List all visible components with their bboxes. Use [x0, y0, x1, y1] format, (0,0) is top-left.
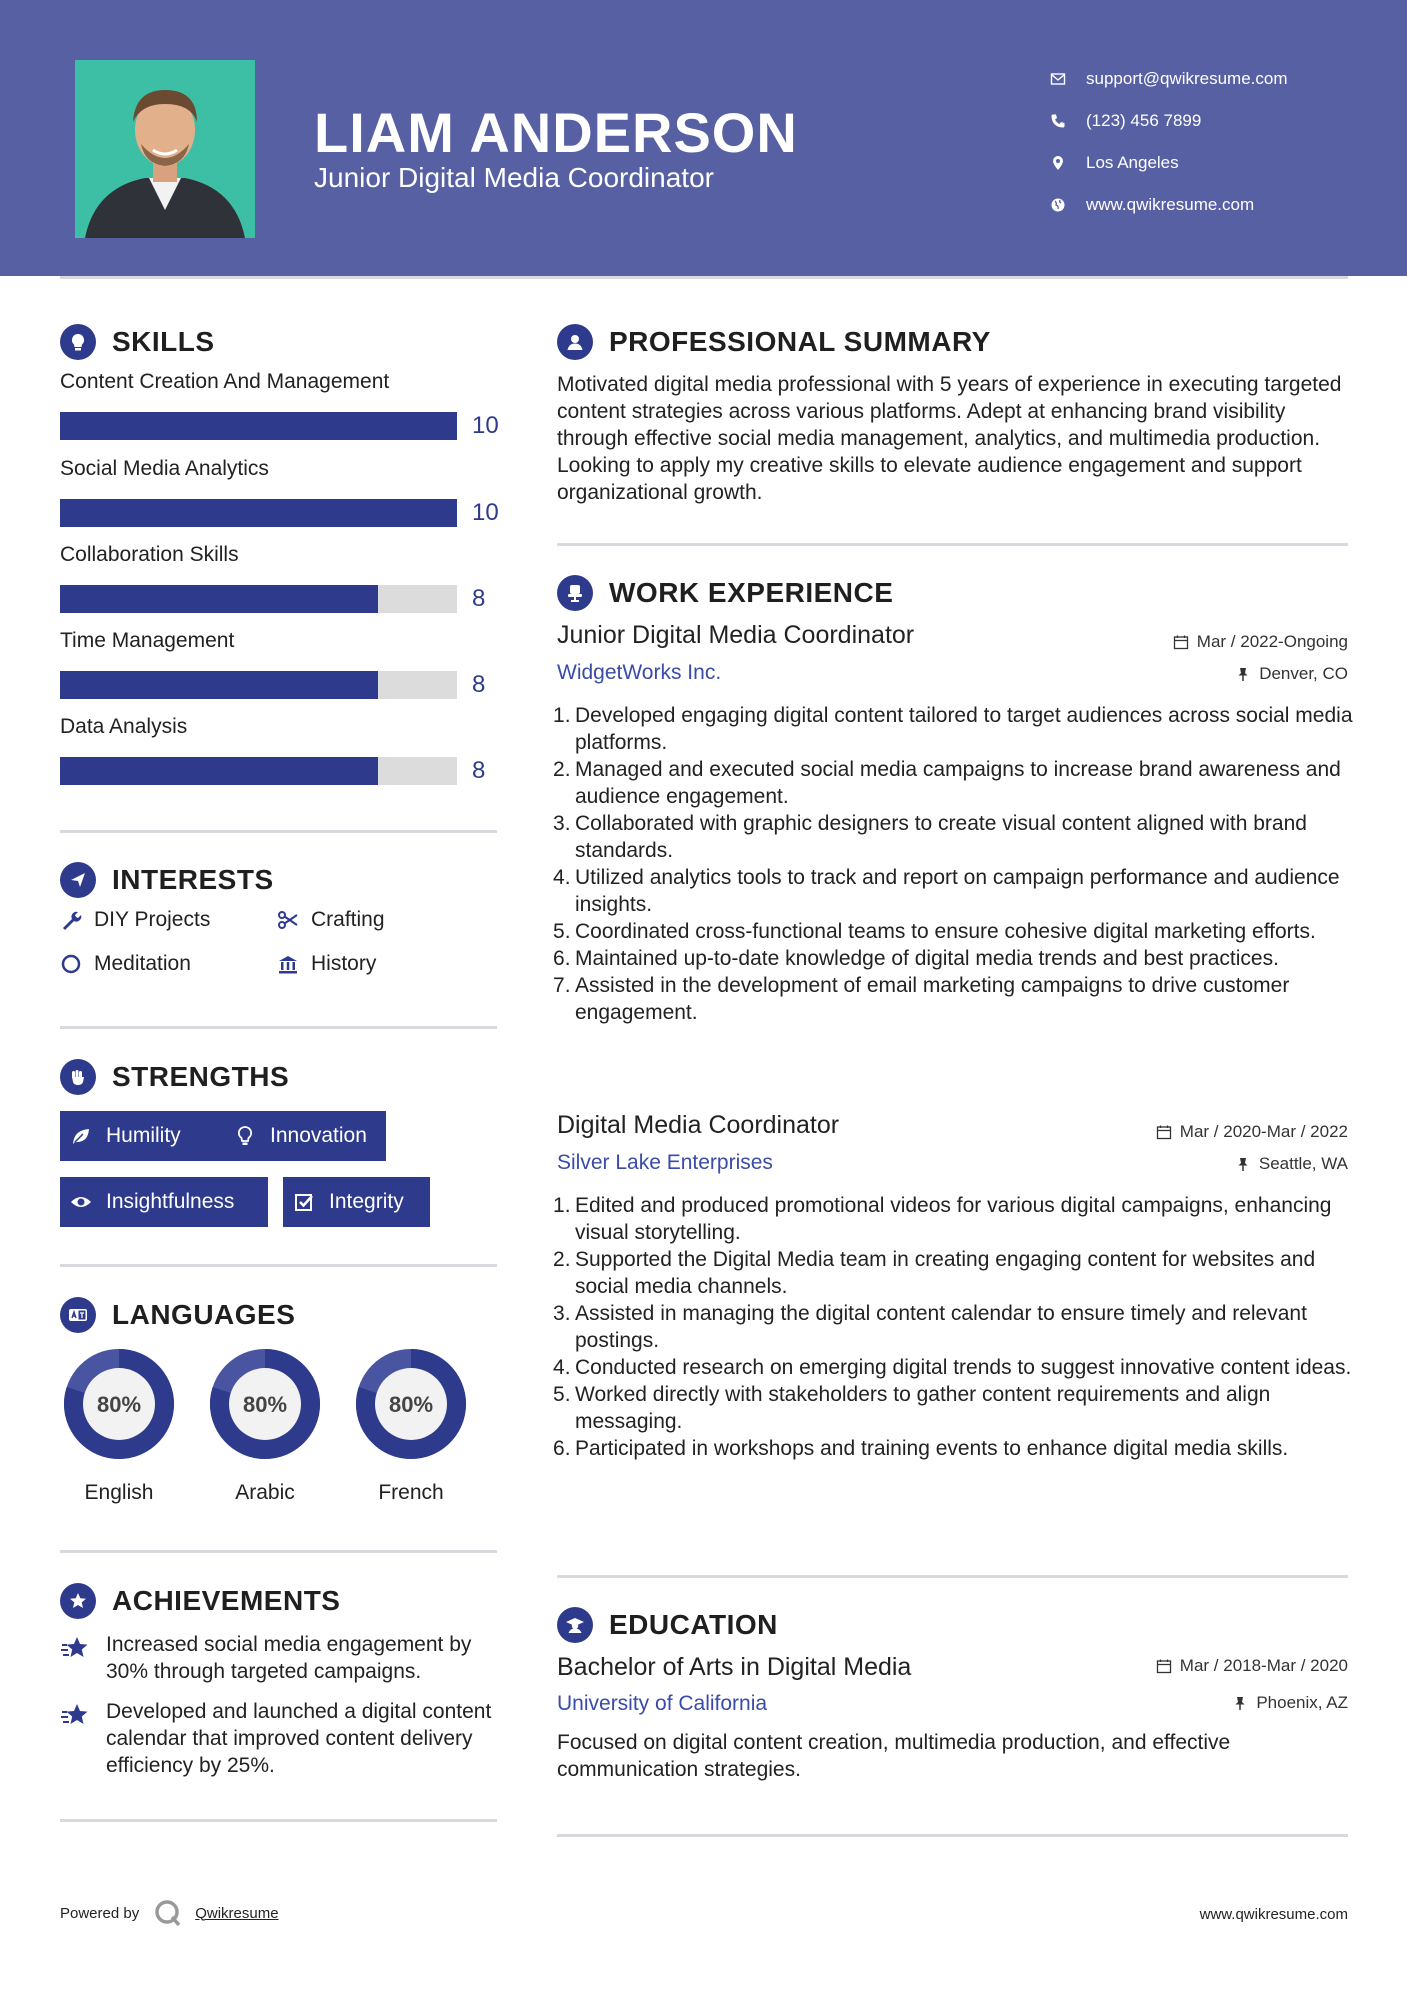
company-name: Silver Lake Enterprises	[557, 1151, 773, 1174]
list-item: Participated in workshops and training events to enhance digital media skills.	[575, 1437, 1289, 1460]
job-dates	[1173, 632, 1348, 652]
job-responsibilities	[575, 702, 1355, 1026]
language-percent: 80%	[388, 1392, 434, 1417]
candidate-role: Junior Digital Media Coordinator	[314, 162, 714, 193]
interest-label: DIY Projects	[94, 908, 211, 931]
language-percent: 80%	[242, 1392, 288, 1417]
strength-label: Insightfulness	[106, 1190, 235, 1213]
school-name: University of California	[557, 1692, 768, 1715]
language-item	[58, 1343, 180, 1505]
list-item: Edited and produced promotional videos for various digital campaigns, enhancing visual storytelling.	[575, 1194, 1332, 1244]
list-item: Assisted in managing the digital content calendar to ensure timely and relevant postings.	[575, 1302, 1307, 1352]
achievements-heading	[60, 1583, 340, 1619]
experience-title: WORK EXPERIENCE	[609, 577, 894, 608]
skill-bar	[60, 757, 457, 785]
degree-title: Bachelor of Arts in Digital Media	[557, 1653, 912, 1681]
summary-heading	[557, 324, 991, 360]
pushpin-icon	[1235, 666, 1251, 682]
lightbulb-icon	[234, 1125, 256, 1147]
strengths-title: STRENGTHS	[112, 1061, 290, 1092]
skills-heading	[60, 324, 215, 360]
strength-tag	[60, 1111, 243, 1161]
header-divider	[60, 276, 1348, 279]
contact-location-text: Los Angeles	[1086, 153, 1179, 172]
experience-heading	[557, 575, 893, 611]
language-gauge	[350, 1343, 472, 1465]
languages-heading	[60, 1297, 295, 1333]
skill-bar	[60, 412, 457, 440]
star-icon	[60, 1700, 90, 1730]
language-item	[204, 1343, 326, 1505]
office-chair-icon	[557, 575, 593, 611]
list-item: Coordinated cross-functional teams to ensure cohesive digital marketing efforts.	[575, 920, 1316, 943]
skill-item	[60, 629, 500, 698]
calendar-icon	[1156, 1124, 1172, 1140]
list-item: Collaborated with graphic designers to create visual content aligned with brand standards.	[575, 812, 1307, 862]
footer-powered	[60, 1898, 279, 1928]
section-divider	[557, 1834, 1348, 1837]
skill-bar	[60, 585, 457, 613]
list-item: Worked directly with stakeholders to gather content requirements and align messaging.	[575, 1383, 1271, 1433]
list-item: Maintained up-to-date knowledge of digital media trends and best practices.	[575, 947, 1279, 970]
section-divider	[557, 1575, 1348, 1578]
education-heading	[557, 1607, 778, 1643]
language-name: English	[84, 1481, 154, 1504]
achievement-text: Developed and launched a digital content calendar that improved content delivery efficiency by 25%.	[106, 1700, 492, 1777]
section-divider	[60, 1550, 497, 1553]
skill-bar	[60, 499, 457, 527]
skill-value: 8	[472, 671, 486, 698]
calendar-icon	[1173, 634, 1189, 650]
pushpin-icon	[1235, 1156, 1251, 1172]
footer-website[interactable]: www.qwikresume.com	[1199, 1906, 1348, 1923]
job-dates-text: Mar / 2022-Ongoing	[1196, 632, 1348, 651]
skill-name: Time Management	[60, 629, 235, 652]
education-title: EDUCATION	[609, 1609, 778, 1640]
list-item: Assisted in the development of email marketing campaigns to drive customer engagement.	[575, 974, 1290, 1024]
contact-list	[1050, 58, 1288, 226]
powered-by-text: Powered by	[60, 1904, 140, 1922]
envelope-icon	[1050, 71, 1086, 87]
education-location-text: Phoenix, AZ	[1256, 1693, 1348, 1712]
skill-value: 8	[472, 757, 486, 784]
education-text: Focused on digital content creation, multimedia production, and effective communication strategies.	[557, 1731, 1231, 1781]
skill-name: Data Analysis	[60, 715, 188, 738]
contact-email-text: support@qwikresume.com	[1086, 69, 1288, 88]
skill-bar-fill	[60, 585, 378, 613]
phone-icon	[1050, 113, 1086, 129]
strength-tag	[60, 1177, 268, 1227]
skill-item	[60, 715, 500, 784]
job-location	[1235, 1154, 1348, 1174]
strength-label: Integrity	[329, 1190, 404, 1213]
strength-label: Humility	[106, 1124, 181, 1147]
strength-label: Innovation	[270, 1124, 367, 1147]
eye-icon	[70, 1191, 92, 1213]
job-location-text: Seattle, WA	[1258, 1154, 1348, 1173]
calendar-icon	[1156, 1658, 1172, 1674]
language-name: Arabic	[235, 1481, 295, 1504]
skill-item	[60, 370, 500, 439]
education-dates	[1156, 1656, 1348, 1676]
contact-location	[1050, 142, 1288, 184]
language-gauge	[58, 1343, 180, 1465]
skill-item	[60, 457, 500, 526]
summary-text: Motivated digital media professional with 5 years of experience in executing targeted content strategies across various platforms. Adept at enhancing brand visibility through effective social media management, analytics, and multimedia production. Looking to apply my creative skills to elevate audience engagement and support organizational growth.	[557, 373, 1342, 504]
contact-website[interactable]	[1050, 184, 1288, 226]
paper-plane-icon	[60, 862, 96, 898]
skill-name: Collaboration Skills	[60, 543, 239, 566]
list-item: Utilized analytics tools to track and report on campaign performance and audience insights.	[575, 866, 1340, 916]
globe-icon	[1050, 197, 1086, 213]
skill-value: 10	[472, 499, 499, 526]
contact-phone-text: (123) 456 7899	[1086, 111, 1202, 130]
scissors-icon	[277, 909, 299, 931]
list-item: Managed and executed social media campaigns to increase brand awareness and audience engagement.	[575, 758, 1341, 808]
pushpin-icon	[1232, 1695, 1248, 1711]
skill-bar	[60, 671, 457, 699]
header	[0, 0, 1407, 276]
job-location	[1235, 664, 1348, 684]
star-icon	[60, 1633, 90, 1663]
achievement-item	[60, 1698, 500, 1779]
contact-email[interactable]	[1050, 58, 1288, 100]
language-item	[350, 1343, 472, 1505]
interest-label: Crafting	[311, 908, 385, 931]
job-title: Digital Media Coordinator	[557, 1111, 840, 1139]
achievements-title: ACHIEVEMENTS	[112, 1585, 341, 1616]
fist-icon	[60, 1059, 96, 1095]
company-name: WidgetWorks Inc.	[557, 661, 722, 684]
interest-label: History	[311, 952, 377, 975]
candidate-name: LIAM ANDERSON	[314, 101, 798, 164]
education-dates-text: Mar / 2018-Mar / 2020	[1179, 1656, 1348, 1675]
language-percent: 80%	[96, 1392, 142, 1417]
interest-item	[60, 952, 191, 976]
education-location	[1232, 1693, 1348, 1713]
interests-title: INTERESTS	[112, 864, 274, 895]
user-icon	[557, 324, 593, 360]
list-item: Supported the Digital Media team in creating engaging content for websites and social media channels.	[575, 1248, 1316, 1298]
job-dates	[1156, 1122, 1348, 1142]
skill-item	[60, 543, 500, 612]
job-dates-text: Mar / 2020-Mar / 2022	[1179, 1122, 1348, 1141]
skill-name: Content Creation And Management	[60, 370, 390, 393]
skill-bar-fill	[60, 671, 378, 699]
qwikresume-logo-icon	[153, 1898, 183, 1928]
contact-website-text: www.qwikresume.com	[1086, 195, 1255, 214]
skill-name: Social Media Analytics	[60, 457, 269, 480]
section-divider	[557, 543, 1348, 546]
list-item: Developed engaging digital content tailored to target audiences across social media platforms.	[575, 704, 1353, 754]
interest-item	[277, 908, 385, 932]
strength-tag	[283, 1177, 430, 1227]
star-badge-icon	[60, 1583, 96, 1619]
museum-icon	[277, 953, 299, 975]
section-divider	[60, 1819, 497, 1822]
strengths-heading	[60, 1059, 289, 1095]
circle-icon	[60, 953, 82, 975]
interest-item	[60, 908, 210, 932]
languages-title: LANGUAGES	[112, 1299, 296, 1330]
section-divider	[60, 1264, 497, 1267]
interests-heading	[60, 862, 274, 898]
skill-value: 10	[472, 412, 499, 439]
skill-bar-fill	[60, 499, 457, 527]
check-square-icon	[293, 1191, 315, 1213]
skill-value: 8	[472, 585, 486, 612]
lightbulb-icon	[60, 324, 96, 360]
summary-title: PROFESSIONAL SUMMARY	[609, 326, 991, 357]
brand-link[interactable]: Qwikresume	[195, 1904, 279, 1922]
strength-tag	[224, 1111, 386, 1161]
achievement-item	[60, 1631, 500, 1685]
job-title: Junior Digital Media Coordinator	[557, 621, 915, 649]
job-responsibilities	[575, 1192, 1355, 1462]
job-location-text: Denver, CO	[1259, 664, 1348, 683]
language-icon	[60, 1297, 96, 1333]
achievement-text: Increased social media engagement by 30% through targeted campaigns.	[106, 1633, 472, 1683]
interest-label: Meditation	[94, 952, 191, 975]
leaf-icon	[70, 1125, 92, 1147]
section-divider	[60, 830, 497, 833]
skill-bar-fill	[60, 412, 457, 440]
map-pin-icon	[1050, 155, 1086, 171]
skills-title: SKILLS	[112, 326, 215, 357]
graduate-icon	[557, 1607, 593, 1643]
list-item: Conducted research on emerging digital trends to suggest innovative content ideas.	[575, 1356, 1352, 1379]
profile-photo	[75, 60, 255, 238]
language-name: French	[378, 1481, 444, 1504]
section-divider	[60, 1026, 497, 1029]
wrench-icon	[60, 909, 82, 931]
interest-item	[277, 952, 376, 976]
language-gauge	[204, 1343, 326, 1465]
contact-phone[interactable]	[1050, 100, 1288, 142]
skill-bar-fill	[60, 757, 378, 785]
